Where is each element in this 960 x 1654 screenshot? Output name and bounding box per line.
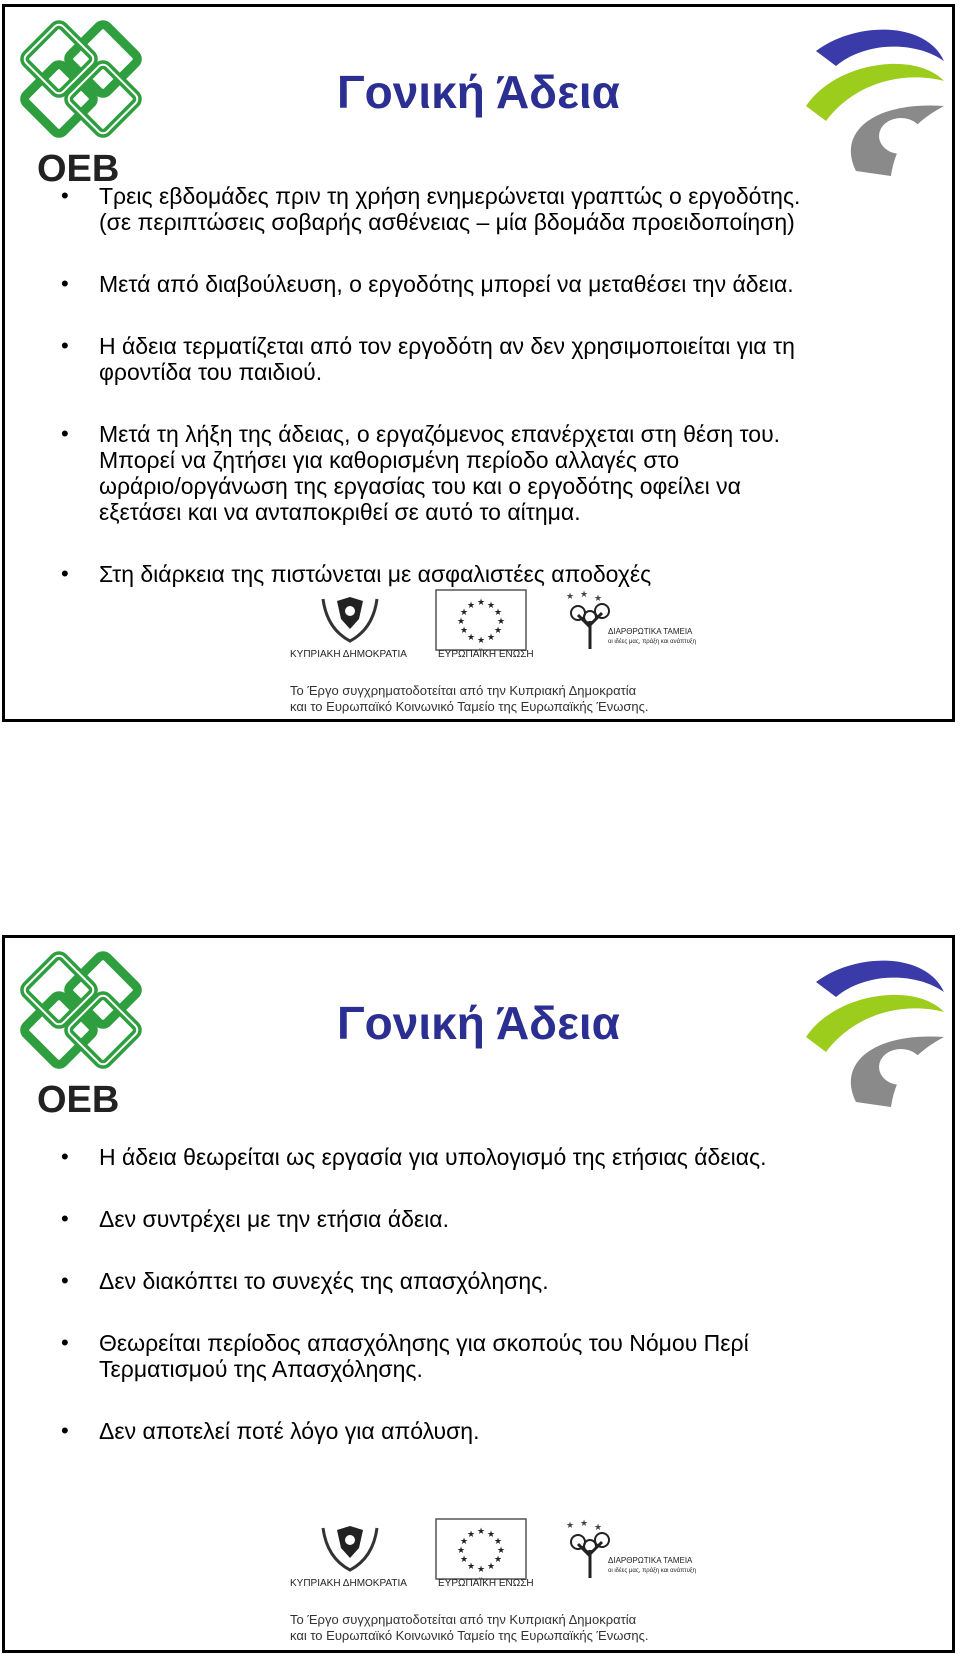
cyprus-emblem-icon: [315, 1518, 385, 1576]
svg-text:★: ★: [466, 601, 476, 611]
svg-text:★: ★: [594, 594, 603, 604]
bullet-item: [57, 271, 922, 297]
svg-text:★: ★: [466, 1530, 476, 1540]
svg-text:★: ★: [476, 1527, 486, 1537]
svg-text:★: ★: [466, 633, 476, 643]
oeb-logo-text: OEB: [37, 1079, 120, 1116]
svg-text:★: ★: [493, 1555, 503, 1565]
bullet-line: • Μετά τη λήξη της άδειας, ο εργαζόμενος επανέρχεται στη θέση του.: [99, 421, 781, 447]
funding-footer: [290, 589, 710, 719]
oeb-logo-text: OEB: [37, 148, 120, 185]
bullet-item: [57, 1330, 922, 1382]
bullet-list: [57, 1144, 922, 1480]
label-funds: ΔΙΑΡΘΡΩΤΙΚΑ ΤΑΜΕΙΑ: [608, 1556, 693, 1565]
svg-text:★: ★: [486, 633, 496, 643]
bullet-item: [57, 421, 922, 525]
funding-statement: [290, 683, 648, 715]
svg-text:★: ★: [493, 1537, 503, 1547]
label-funds-sub: οι ιδέες μας, πράξη και ανάπτυξη: [608, 1568, 696, 1574]
svg-text:★: ★: [476, 636, 486, 646]
bullet-line: • Δεν διακόπτει το συνεχές της απασχόλησης.: [99, 1268, 549, 1294]
bullet-line: Μπορεί να ζητήσει για καθορισμένη περίοδο αλλαγές στο: [99, 447, 680, 473]
svg-text:★: ★: [466, 1562, 476, 1572]
bullet-item: [57, 333, 922, 385]
bullet-line: • Η άδεια θεωρείται ως εργασία για υπολογισμό της ετήσιας άδειας.: [99, 1144, 767, 1170]
svg-text:★: ★: [456, 1546, 466, 1556]
bullet-item: [57, 1206, 922, 1232]
svg-text:★: ★: [459, 1537, 469, 1547]
funding-statement: [290, 1612, 648, 1644]
svg-text:★: ★: [486, 1530, 496, 1540]
bullet-line: • Δεν αποτελεί ποτέ λόγο για απόλυση.: [99, 1418, 480, 1444]
svg-text:★: ★: [594, 1523, 603, 1533]
svg-text:★: ★: [566, 1521, 575, 1531]
label-cyprus: ΚΥΠΡΙΑΚΗ ΔΗΜΟΚΡΑΤΙΑ: [290, 1578, 407, 1589]
svg-text:★: ★: [496, 1546, 506, 1556]
slide-1: [2, 4, 955, 722]
svg-text:★: ★: [486, 601, 496, 611]
svg-text:★: ★: [476, 1565, 486, 1575]
bullet-line: • Στη διάρκεια της πιστώνεται με ασφαλιστέες αποδοχές: [99, 561, 652, 587]
funding-line-2: και το Ευρωπαϊκό Κοινωνικό Ταμείο της Ευρωπαϊκής Ένωσης.: [290, 1628, 649, 1643]
label-funds: ΔΙΑΡΘΡΩΤΙΚΑ ΤΑΜΕΙΑ: [608, 627, 693, 636]
funding-line-1: Το Έργο συγχρηματοδοτείται από την Κυπριακή Δημοκρατία: [290, 683, 637, 698]
bullet-item: [57, 1268, 922, 1294]
svg-text:★: ★: [493, 608, 503, 618]
label-eu: ΕΥΡΩΠΑΪΚΗ ΕΝΩΣΗ: [438, 649, 534, 660]
cyprus-emblem-icon: [315, 589, 385, 647]
svg-text:★: ★: [566, 592, 575, 602]
bullet-line: ωράριο/οργάνωση της εργασίας του και ο εργοδότης οφείλει να: [99, 473, 741, 499]
svg-text:★: ★: [459, 1555, 469, 1565]
svg-text:★: ★: [456, 617, 466, 627]
bullet-line: • Μετά από διαβούλευση, ο εργοδότης μπορεί να μεταθέσει την άδεια.: [99, 271, 794, 297]
bullet-list: [57, 183, 922, 623]
svg-text:★: ★: [580, 1519, 589, 1529]
label-funds-sub: οι ιδέες μας, πράξη και ανάπτυξη: [608, 639, 696, 645]
svg-text:★: ★: [496, 617, 506, 627]
svg-text:★: ★: [493, 626, 503, 636]
label-eu: ΕΥΡΩΠΑΪΚΗ ΕΝΩΣΗ: [438, 1578, 534, 1589]
bullet-line: Τερματισμού της Απασχόλησης.: [99, 1356, 423, 1382]
bullet-item: [57, 561, 922, 587]
bullet-line: • Θεωρείται περίοδος απασχόλησης για σκοπούς του Νόμου Περί: [99, 1330, 749, 1356]
slide-title: Γονική Άδεια: [337, 997, 620, 1049]
funding-footer: [290, 1518, 710, 1648]
slide-title: Γονική Άδεια: [337, 66, 620, 118]
bullet-line: εξετάσει και να ανταποκριθεί σε αυτό το αίτημα.: [99, 499, 581, 525]
bullet-item: [57, 183, 922, 235]
label-cyprus: ΚΥΠΡΙΑΚΗ ΔΗΜΟΚΡΑΤΙΑ: [290, 649, 407, 660]
slide-2: [2, 935, 955, 1653]
bullet-line: (σε περιπτώσεις σοβαρής ασθένειας – μία βδομάδα προειδοποίηση): [99, 209, 795, 235]
bullet-item: [57, 1144, 922, 1170]
bullet-line: • Δεν συντρέχει με την ετήσια άδεια.: [99, 1206, 449, 1232]
eu-flag-icon: [435, 589, 527, 651]
bullet-line: • Η άδεια τερματίζεται από τον εργοδότη αν δεν χρησιμοποιείται για τη: [99, 333, 795, 359]
bullet-line: φροντίδα του παιδιού.: [99, 359, 323, 385]
svg-text:★: ★: [476, 598, 486, 608]
eu-flag-icon: [435, 1518, 527, 1580]
svg-text:★: ★: [459, 608, 469, 618]
svg-text:★: ★: [459, 626, 469, 636]
svg-text:★: ★: [580, 590, 589, 600]
funding-line-2: και το Ευρωπαϊκό Κοινωνικό Ταμείο της Ευρωπαϊκής Ένωσης.: [290, 699, 649, 714]
svg-text:★: ★: [486, 1562, 496, 1572]
bullet-item: [57, 1418, 922, 1444]
bullet-line: • Τρεις εβδομάδες πριν τη χρήση ενημερώνεται γραπτώς ο εργοδότης.: [99, 183, 801, 209]
funding-line-1: Το Έργο συγχρηματοδοτείται από την Κυπριακή Δημοκρατία: [290, 1612, 637, 1627]
